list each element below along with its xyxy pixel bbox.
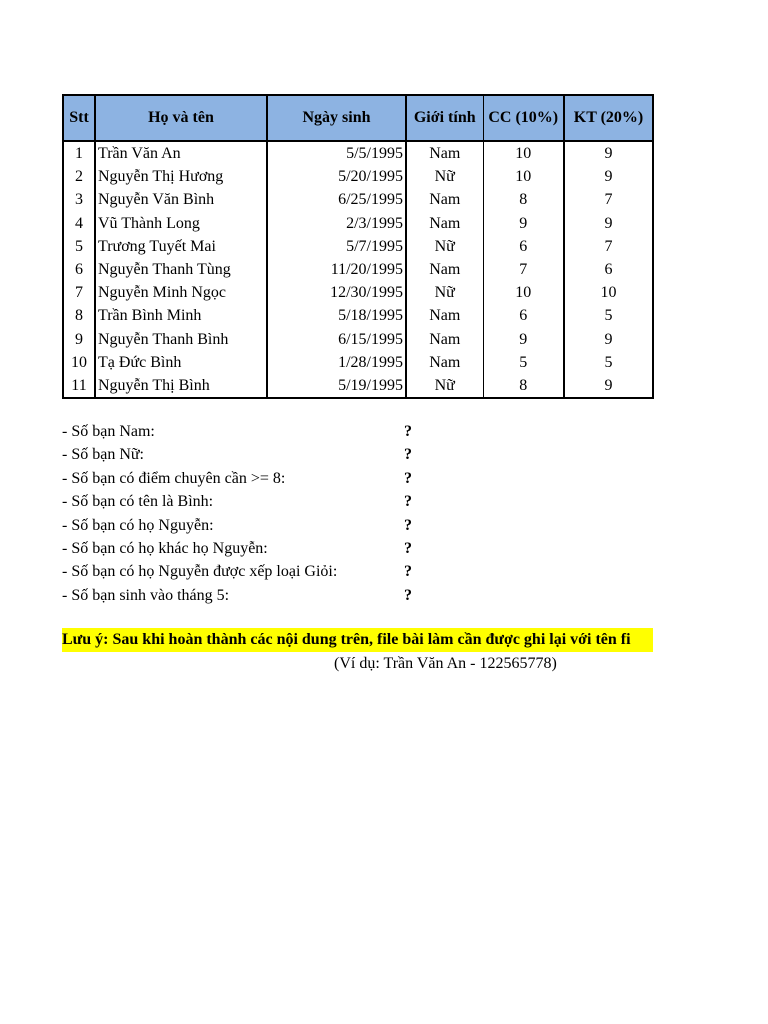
cell-cc[interactable]: 8 xyxy=(483,374,564,398)
answer-cell[interactable]: ? xyxy=(404,563,412,581)
cell-name[interactable]: Nguyễn Thanh Bình xyxy=(95,328,267,351)
question-label[interactable]: - Số bạn Nữ: xyxy=(62,446,144,464)
table-row xyxy=(63,165,653,188)
cell-dob[interactable]: 5/19/1995 xyxy=(267,374,406,398)
cell-gender[interactable]: Nam xyxy=(406,351,483,374)
cell-cc[interactable]: 6 xyxy=(483,235,564,258)
cell-gender[interactable]: Nam xyxy=(406,188,483,211)
cell-dob[interactable]: 12/30/1995 xyxy=(267,281,406,304)
cell-name[interactable]: Nguyễn Thị Bình xyxy=(95,374,267,398)
answer-cell[interactable]: ? xyxy=(404,539,412,557)
answer-cell[interactable]: ? xyxy=(404,446,412,464)
cell-dob[interactable]: 11/20/1995 xyxy=(267,258,406,281)
cell-gender[interactable]: Nam xyxy=(406,258,483,281)
table-row xyxy=(63,351,653,374)
cell-gender[interactable]: Nam xyxy=(406,328,483,351)
table-row xyxy=(63,281,653,304)
cell-gender[interactable]: Nữ xyxy=(406,235,483,258)
cell-stt[interactable]: 6 xyxy=(63,258,95,281)
cell-gender[interactable]: Nam xyxy=(406,304,483,327)
cell-dob[interactable]: 6/15/1995 xyxy=(267,328,406,351)
table-row xyxy=(63,188,653,211)
cell-stt[interactable]: 4 xyxy=(63,212,95,235)
cell-dob[interactable]: 5/20/1995 xyxy=(267,165,406,188)
answer-cell[interactable]: ? xyxy=(404,423,412,440)
question-label[interactable]: - Số bạn sinh vào tháng 5: xyxy=(62,586,230,604)
cell-name[interactable]: Nguyễn Thị Hương xyxy=(95,165,267,188)
table-row xyxy=(63,141,653,165)
answer-cell[interactable]: ? xyxy=(404,586,412,604)
cell-dob[interactable]: 5/7/1995 xyxy=(267,235,406,258)
cell-dob[interactable]: 2/3/1995 xyxy=(267,212,406,235)
cell-kt[interactable]: 9 xyxy=(564,328,653,351)
table-row xyxy=(63,235,653,258)
cell-stt[interactable]: 9 xyxy=(63,328,95,351)
table-header-row xyxy=(63,95,653,141)
question-row xyxy=(62,514,462,537)
cell-gender[interactable]: Nữ xyxy=(406,281,483,304)
table-row xyxy=(63,304,653,327)
cell-name[interactable]: Nguyễn Văn Bình xyxy=(95,188,267,211)
cell-dob[interactable]: 6/25/1995 xyxy=(267,188,406,211)
cell-cc[interactable]: 10 xyxy=(483,281,564,304)
cell-gender[interactable]: Nữ xyxy=(406,165,483,188)
table-row xyxy=(63,212,653,235)
cell-kt[interactable]: 9 xyxy=(564,374,653,398)
student-table xyxy=(62,94,654,399)
table-row xyxy=(63,374,653,398)
cell-cc[interactable]: 7 xyxy=(483,258,564,281)
table-row xyxy=(63,258,653,281)
table-row xyxy=(63,328,653,351)
question-row xyxy=(62,584,462,607)
cell-name[interactable]: Nguyễn Minh Ngọc xyxy=(95,281,267,304)
cell-stt[interactable]: 2 xyxy=(63,165,95,188)
cell-name[interactable]: Vũ Thành Long xyxy=(95,212,267,235)
cell-gender[interactable]: Nam xyxy=(406,212,483,235)
cell-kt[interactable]: 5 xyxy=(564,304,653,327)
cell-name[interactable]: Trần Văn An xyxy=(95,141,267,165)
question-row xyxy=(62,560,462,583)
cell-cc[interactable]: 9 xyxy=(483,328,564,351)
cell-stt[interactable]: 10 xyxy=(63,351,95,374)
cell-kt[interactable]: 6 xyxy=(564,258,653,281)
question-row xyxy=(62,443,462,466)
cell-stt[interactable]: 7 xyxy=(63,281,95,304)
header-gender[interactable]: Giới tính xyxy=(406,95,483,141)
header-kt[interactable]: KT (20%) xyxy=(564,95,653,141)
header-dob[interactable]: Ngày sinh xyxy=(267,95,406,141)
question-label[interactable]: - Số bạn có tên là Bình: xyxy=(62,493,214,511)
question-label[interactable]: - Số bạn có họ khác họ Nguyễn: xyxy=(62,539,268,557)
cell-dob[interactable]: 5/5/1995 xyxy=(267,141,406,165)
answer-cell[interactable]: ? xyxy=(404,516,412,534)
question-label[interactable]: - Số bạn Nam: xyxy=(62,423,155,440)
cell-kt[interactable]: 7 xyxy=(564,235,653,258)
cell-cc[interactable]: 6 xyxy=(483,304,564,327)
cell-stt[interactable]: 1 xyxy=(63,141,95,165)
question-list xyxy=(62,420,462,607)
cell-stt[interactable]: 8 xyxy=(63,304,95,327)
note-highlight[interactable]: Lưu ý: Sau khi hoàn thành các nội dung trên, file bài làm cần được ghi lại với tên fi xyxy=(62,628,653,652)
header-cc[interactable]: CC (10%) xyxy=(483,95,564,141)
question-label[interactable]: - Số bạn có họ Nguyễn: xyxy=(62,516,214,534)
header-name[interactable]: Họ và tên xyxy=(95,95,267,141)
cell-name[interactable]: Trần Bình Minh xyxy=(95,304,267,327)
question-row xyxy=(62,467,462,490)
cell-dob[interactable]: 1/28/1995 xyxy=(267,351,406,374)
cell-stt[interactable]: 3 xyxy=(63,188,95,211)
cell-cc[interactable]: 10 xyxy=(483,141,564,165)
cell-cc[interactable]: 8 xyxy=(483,188,564,211)
question-row xyxy=(62,420,462,443)
cell-kt[interactable]: 10 xyxy=(564,281,653,304)
cell-kt[interactable]: 9 xyxy=(564,165,653,188)
note-example[interactable]: (Ví dụ: Trần Văn An - 122565778) xyxy=(334,655,557,672)
cell-cc[interactable]: 10 xyxy=(483,165,564,188)
cell-name[interactable]: Tạ Đức Bình xyxy=(95,351,267,374)
answer-cell[interactable]: ? xyxy=(404,493,412,511)
cell-name[interactable]: Trương Tuyết Mai xyxy=(95,235,267,258)
cell-kt[interactable]: 9 xyxy=(564,141,653,165)
cell-kt[interactable]: 9 xyxy=(564,212,653,235)
cell-dob[interactable]: 5/18/1995 xyxy=(267,304,406,327)
question-row xyxy=(62,537,462,560)
cell-stt[interactable]: 11 xyxy=(63,374,95,398)
question-label[interactable]: - Số bạn có điểm chuyên cần >= 8: xyxy=(62,469,286,487)
cell-gender[interactable]: Nam xyxy=(406,141,483,165)
cell-name[interactable]: Nguyễn Thanh Tùng xyxy=(95,258,267,281)
answer-cell[interactable]: ? xyxy=(404,469,412,487)
cell-kt[interactable]: 5 xyxy=(564,351,653,374)
cell-stt[interactable]: 5 xyxy=(63,235,95,258)
cell-kt[interactable]: 7 xyxy=(564,188,653,211)
question-row xyxy=(62,490,462,513)
cell-gender[interactable]: Nữ xyxy=(406,374,483,398)
cell-cc[interactable]: 5 xyxy=(483,351,564,374)
question-label[interactable]: - Số bạn có họ Nguyễn được xếp loại Giỏi: xyxy=(62,563,338,581)
cell-cc[interactable]: 9 xyxy=(483,212,564,235)
header-stt[interactable]: Stt xyxy=(63,95,95,141)
